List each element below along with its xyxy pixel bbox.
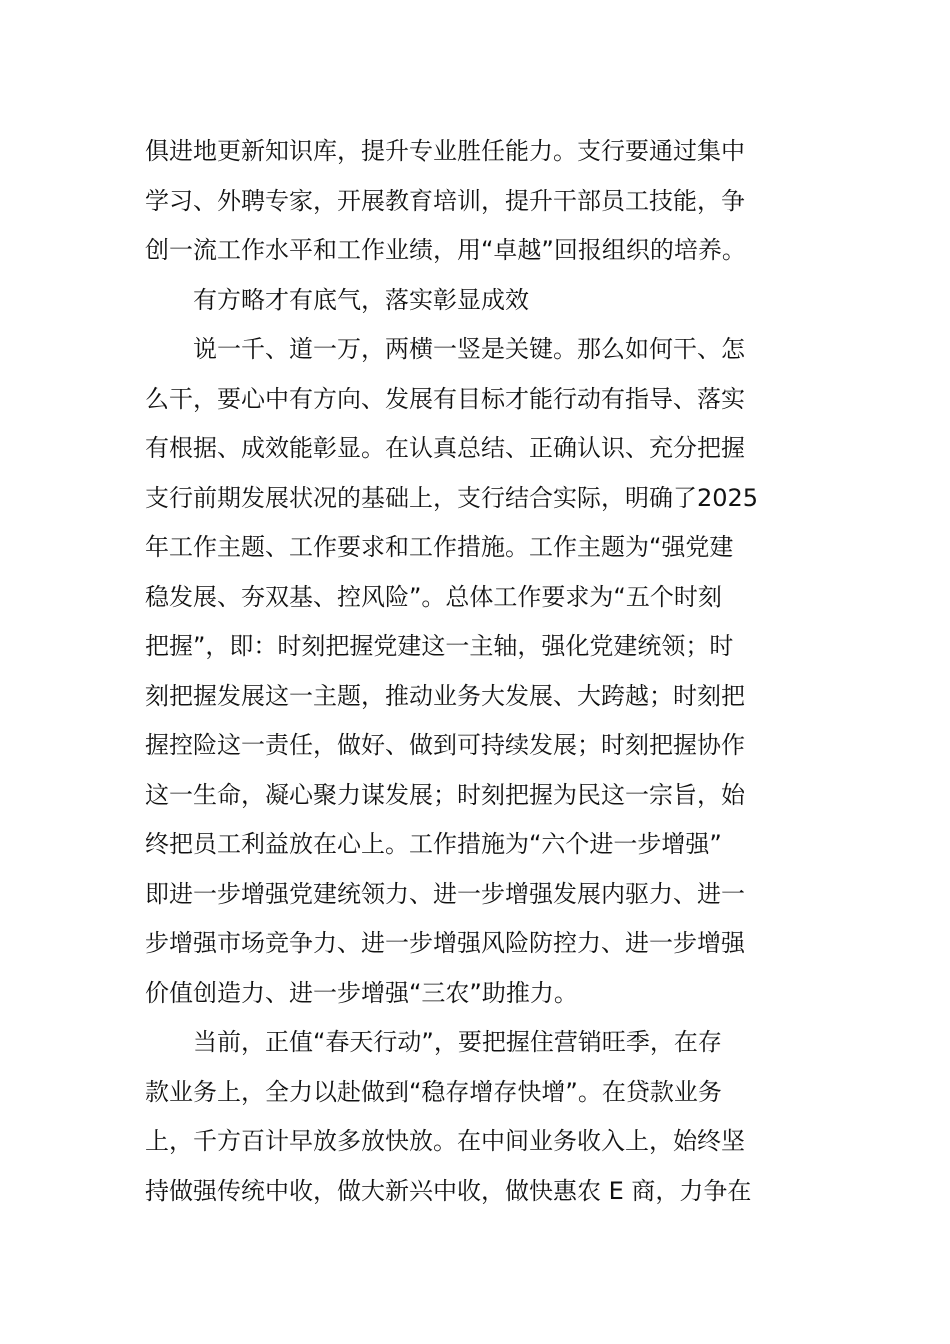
text-line: 终把员工利益放在心上。工作措施为“六个进一步增强” [145, 830, 722, 858]
text-line: 步增强市场竞争力、进一步增强风险防控力、进一步增强 [145, 929, 745, 957]
text-line: 么干，要心中有方向、发展有目标才能行动有指导、落实 [145, 384, 745, 413]
text-line: 刻把握发展这一主题，推动业务大发展、大跨越；时刻把 [145, 681, 745, 710]
text-line: 持做强传统中收，做大新兴中收，做快惠农 E 商，力争在 [145, 1176, 752, 1205]
text-line: 稳发展、夯双基、控风险”。总体工作要求为“五个时刻 [145, 582, 722, 611]
text-line: 支行前期发展状况的基础上，支行结合实际，明确了2025 [145, 483, 759, 512]
text-line: 说一千、道一万，两横一竖是关键。那么如何干、怎 [193, 335, 745, 363]
text-line: 俱进地更新知识库，提升专业胜任能力。支行要通过集中 [145, 137, 745, 165]
body-text [145, 127, 810, 1216]
text-line: 创一流工作水平和工作业绩，用“卓越”回报组织的培养。 [145, 236, 746, 264]
text-line: 上，千方百计早放多放快放。在中间业务收入上，始终坚 [145, 1127, 745, 1155]
text-line: 即进一步增强党建统领力、进一步增强发展内驱力、进一 [145, 879, 745, 908]
section-heading: 有方略才有底气，落实彰显成效 [193, 285, 529, 314]
text-line: 款业务上，全力以赴做到“稳存增存快增”。在贷款业务 [145, 1077, 722, 1106]
text-line: 有根据、成效能彰显。在认真总结、正确认识、充分把握 [145, 434, 745, 462]
text-line: 学习、外聘专家，开展教育培训，提升干部员工技能，争 [145, 186, 745, 215]
text-line: 这一生命，凝心聚力谋发展；时刻把握为民这一宗旨，始 [145, 780, 745, 809]
text-line: 价值创造力、进一步增强“三农”助推力。 [145, 978, 578, 1007]
text-line: 当前，正值“春天行动”，要把握住营销旺季，在存 [193, 1028, 722, 1056]
text-line: 把握”，即：时刻把握党建这一主轴，强化党建统领；时 [145, 632, 734, 660]
text-line: 握控险这一责任，做好、做到可持续发展；时刻把握协作 [145, 731, 745, 759]
text-line: 年工作主题、工作要求和工作措施。工作主题为“强党建 [145, 533, 734, 561]
